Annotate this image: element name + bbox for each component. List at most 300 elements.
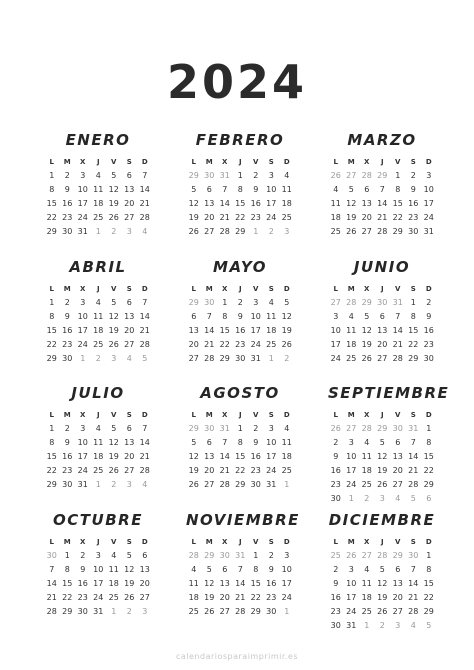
day-grid: [44, 535, 152, 619]
weekday-header: D: [425, 411, 432, 419]
day-cell: 22: [46, 213, 57, 222]
day-cell: 14: [377, 199, 388, 208]
month-diciembre: [328, 508, 436, 633]
day-grid: [186, 155, 294, 239]
day-cell: 16: [423, 326, 434, 335]
day-cell: 23: [250, 213, 261, 222]
day-cell: 23: [250, 466, 261, 475]
day-cell: 22: [423, 593, 434, 602]
day-cell: 19: [377, 593, 388, 602]
day-cell: 6: [395, 438, 401, 447]
day-cell: 22: [235, 213, 246, 222]
day-cell: 26: [108, 466, 119, 475]
weekday-header: X: [222, 285, 228, 293]
day-cell: 9: [64, 185, 70, 194]
day-cell: 6: [379, 312, 385, 321]
weekday-header: J: [96, 285, 100, 293]
day-cell: 20: [361, 213, 372, 222]
day-cell: 10: [330, 326, 341, 335]
day-cell: 9: [268, 565, 274, 574]
day-cell: 8: [253, 565, 259, 574]
day-cell: 4: [268, 298, 274, 307]
weekday-header: S: [126, 158, 132, 166]
day-cell: 8: [426, 565, 432, 574]
day-cell: 27: [204, 227, 215, 236]
day-cell: 4: [284, 424, 290, 433]
weekday-header: S: [268, 158, 274, 166]
day-cell: 7: [142, 171, 148, 180]
adjacent-month-day: 1: [80, 354, 86, 363]
day-cell: 6: [395, 565, 401, 574]
adjacent-month-day: 28: [361, 171, 372, 180]
weekday-header: X: [80, 285, 86, 293]
day-cell: 25: [281, 466, 292, 475]
day-cell: 12: [108, 185, 119, 194]
day-cell: 12: [377, 452, 388, 461]
adjacent-month-day: 1: [348, 494, 354, 503]
month-febrero: [186, 128, 294, 239]
day-cell: 3: [95, 551, 101, 560]
day-cell: 20: [124, 452, 135, 461]
weekday-header: J: [238, 158, 242, 166]
day-cell: 25: [93, 466, 104, 475]
day-cell: 3: [80, 424, 86, 433]
adjacent-month-day: 6: [426, 494, 432, 503]
day-cell: 14: [219, 452, 230, 461]
day-cell: 3: [348, 438, 354, 447]
day-cell: 9: [253, 185, 259, 194]
month-title: DICIEMBRE: [328, 511, 436, 529]
day-cell: 20: [219, 593, 230, 602]
day-cell: 6: [222, 565, 228, 574]
day-cell: 12: [188, 199, 199, 208]
day-cell: 27: [124, 340, 135, 349]
day-cell: 3: [253, 298, 259, 307]
day-cell: 12: [108, 438, 119, 447]
adjacent-month-day: 30: [46, 551, 57, 560]
weekday-header: M: [63, 285, 71, 293]
weekday-header: L: [191, 411, 196, 419]
day-cell: 18: [361, 593, 372, 602]
adjacent-month-day: 3: [142, 607, 148, 616]
day-cell: 5: [126, 551, 132, 560]
day-cell: 28: [204, 354, 215, 363]
day-cell: 15: [219, 326, 230, 335]
day-cell: 1: [64, 551, 70, 560]
day-cell: 14: [235, 579, 246, 588]
day-cell: 19: [281, 326, 292, 335]
adjacent-month-day: 4: [410, 621, 416, 630]
day-cell: 17: [77, 326, 88, 335]
weekday-header: V: [395, 158, 401, 166]
weekday-header: M: [63, 538, 71, 546]
weekday-header: S: [410, 285, 416, 293]
day-cell: 24: [346, 480, 357, 489]
month-title: ABRIL: [69, 258, 127, 276]
day-cell: 18: [281, 452, 292, 461]
weekday-header: M: [347, 158, 355, 166]
day-cell: 29: [423, 480, 434, 489]
day-grid: [44, 282, 152, 366]
day-cell: 20: [392, 466, 403, 475]
weekday-header: M: [205, 538, 213, 546]
weekday-header: J: [380, 158, 384, 166]
day-cell: 2: [64, 171, 70, 180]
adjacent-month-day: 5: [142, 354, 148, 363]
day-cell: 24: [77, 213, 88, 222]
weekday-header: J: [96, 411, 100, 419]
day-cell: 29: [62, 607, 73, 616]
adjacent-month-day: 5: [410, 494, 416, 503]
weekday-header: X: [364, 158, 370, 166]
adjacent-month-day: 26: [330, 424, 341, 433]
day-cell: 17: [250, 326, 261, 335]
day-cell: 9: [64, 312, 70, 321]
adjacent-month-day: 4: [395, 494, 401, 503]
day-cell: 2: [237, 298, 243, 307]
day-grid: [328, 282, 436, 366]
adjacent-month-day: 30: [204, 424, 215, 433]
day-cell: 20: [204, 466, 215, 475]
day-cell: 12: [204, 579, 215, 588]
day-cell: 25: [108, 593, 119, 602]
day-cell: 21: [219, 466, 230, 475]
day-cell: 30: [62, 480, 73, 489]
weekday-header: S: [126, 285, 132, 293]
day-cell: 16: [408, 199, 419, 208]
weekday-header: D: [283, 538, 290, 546]
day-cell: 8: [222, 312, 228, 321]
day-cell: 2: [268, 551, 274, 560]
day-cell: 16: [250, 199, 261, 208]
day-cell: 13: [188, 326, 199, 335]
day-cell: 10: [423, 185, 434, 194]
weekday-header: D: [141, 538, 148, 546]
day-cell: 23: [77, 593, 88, 602]
day-cell: 28: [46, 607, 57, 616]
day-cell: 30: [408, 227, 419, 236]
day-cell: 6: [126, 171, 132, 180]
day-cell: 23: [235, 340, 246, 349]
day-cell: 9: [253, 438, 259, 447]
adjacent-month-day: 2: [95, 354, 101, 363]
day-cell: 6: [206, 185, 212, 194]
adjacent-month-day: 31: [408, 424, 419, 433]
adjacent-month-day: 2: [111, 227, 117, 236]
day-cell: 25: [361, 480, 372, 489]
day-cell: 17: [77, 452, 88, 461]
month-title: FEBRERO: [195, 131, 285, 149]
day-cell: 7: [49, 565, 55, 574]
adjacent-month-day: 1: [95, 227, 101, 236]
day-cell: 28: [408, 480, 419, 489]
day-cell: 14: [139, 438, 150, 447]
adjacent-month-day: 1: [253, 227, 259, 236]
day-cell: 7: [142, 298, 148, 307]
day-cell: 7: [237, 565, 243, 574]
weekday-header: D: [425, 538, 432, 546]
day-cell: 21: [235, 593, 246, 602]
day-cell: 26: [361, 354, 372, 363]
day-cell: 5: [284, 298, 290, 307]
weekday-header: D: [283, 158, 290, 166]
day-cell: 23: [62, 213, 73, 222]
day-cell: 1: [237, 424, 243, 433]
day-cell: 15: [46, 452, 57, 461]
day-cell: 24: [281, 593, 292, 602]
day-cell: 18: [346, 340, 357, 349]
day-cell: 26: [108, 213, 119, 222]
day-cell: 28: [408, 607, 419, 616]
day-cell: 28: [219, 480, 230, 489]
day-cell: 11: [108, 565, 119, 574]
weekday-header: L: [333, 158, 338, 166]
day-cell: 1: [426, 424, 432, 433]
day-cell: 22: [46, 340, 57, 349]
adjacent-month-day: 3: [284, 227, 290, 236]
adjacent-month-day: 27: [346, 424, 357, 433]
day-cell: 25: [330, 227, 341, 236]
day-cell: 19: [204, 593, 215, 602]
day-cell: 5: [379, 438, 385, 447]
day-cell: 26: [346, 227, 357, 236]
day-cell: 20: [188, 340, 199, 349]
adjacent-month-day: 1: [284, 607, 290, 616]
day-cell: 2: [80, 551, 86, 560]
day-cell: 5: [206, 565, 212, 574]
day-cell: 4: [95, 424, 101, 433]
month-junio: [328, 255, 436, 366]
day-cell: 20: [204, 213, 215, 222]
adjacent-month-day: 2: [379, 621, 385, 630]
day-cell: 19: [377, 466, 388, 475]
day-cell: 13: [124, 438, 135, 447]
day-cell: 13: [377, 326, 388, 335]
day-cell: 13: [392, 452, 403, 461]
day-cell: 8: [237, 438, 243, 447]
weekday-header: X: [364, 538, 370, 546]
weekday-header: X: [364, 285, 370, 293]
month-septiembre: [328, 381, 450, 506]
day-cell: 26: [377, 607, 388, 616]
day-cell: 15: [423, 452, 434, 461]
month-mayo: [186, 255, 294, 366]
month-abril: [44, 255, 152, 366]
month-title: JULIO: [71, 384, 125, 402]
month-noviembre: [186, 508, 300, 619]
day-cell: 16: [266, 579, 277, 588]
day-cell: 6: [206, 438, 212, 447]
weekday-header: D: [283, 411, 290, 419]
weekday-header: L: [49, 411, 54, 419]
day-cell: 15: [392, 199, 403, 208]
day-cell: 3: [268, 424, 274, 433]
month-title: NOVIEMBRE: [186, 511, 300, 529]
weekday-header: L: [49, 158, 54, 166]
day-cell: 11: [361, 452, 372, 461]
day-cell: 22: [250, 593, 261, 602]
weekday-header: M: [347, 411, 355, 419]
day-cell: 7: [222, 438, 228, 447]
day-cell: 21: [408, 466, 419, 475]
adjacent-month-day: 3: [126, 480, 132, 489]
weekday-header: S: [126, 538, 132, 546]
day-cell: 21: [408, 593, 419, 602]
adjacent-month-day: 2: [126, 607, 132, 616]
day-cell: 29: [392, 227, 403, 236]
weekday-header: S: [410, 411, 416, 419]
adjacent-month-day: 29: [188, 171, 199, 180]
day-cell: 30: [266, 607, 277, 616]
day-cell: 29: [250, 607, 261, 616]
weekday-header: X: [80, 538, 86, 546]
day-cell: 6: [364, 185, 370, 194]
day-cell: 18: [330, 213, 341, 222]
day-cell: 21: [139, 452, 150, 461]
day-cell: 7: [410, 438, 416, 447]
day-cell: 3: [284, 551, 290, 560]
day-cell: 28: [392, 354, 403, 363]
day-cell: 8: [64, 565, 70, 574]
day-cell: 9: [64, 438, 70, 447]
day-cell: 21: [392, 340, 403, 349]
day-cell: 4: [364, 565, 370, 574]
day-cell: 8: [426, 438, 432, 447]
weekday-header: M: [205, 285, 213, 293]
day-cell: 18: [93, 326, 104, 335]
day-cell: 4: [111, 551, 117, 560]
day-cell: 31: [77, 480, 88, 489]
day-cell: 30: [77, 607, 88, 616]
day-cell: 22: [392, 213, 403, 222]
day-cell: 16: [62, 326, 73, 335]
day-cell: 27: [361, 227, 372, 236]
day-cell: 2: [333, 565, 339, 574]
day-cell: 8: [49, 185, 55, 194]
day-cell: 10: [93, 565, 104, 574]
day-cell: 8: [237, 185, 243, 194]
day-cell: 5: [191, 438, 197, 447]
weekday-header: S: [126, 411, 132, 419]
day-cell: 11: [361, 579, 372, 588]
day-cell: 28: [219, 227, 230, 236]
day-cell: 12: [361, 326, 372, 335]
weekday-header: X: [364, 411, 370, 419]
day-cell: 9: [333, 452, 339, 461]
day-cell: 19: [361, 340, 372, 349]
day-cell: 18: [108, 579, 119, 588]
weekday-header: S: [268, 285, 274, 293]
day-cell: 1: [49, 298, 55, 307]
weekday-header: M: [205, 411, 213, 419]
day-cell: 17: [330, 340, 341, 349]
day-cell: 31: [423, 227, 434, 236]
day-cell: 17: [93, 579, 104, 588]
day-cell: 16: [330, 593, 341, 602]
day-cell: 20: [139, 579, 150, 588]
day-cell: 29: [408, 354, 419, 363]
day-cell: 22: [408, 340, 419, 349]
adjacent-month-day: 31: [219, 171, 230, 180]
day-cell: 24: [346, 607, 357, 616]
day-cell: 3: [348, 565, 354, 574]
day-cell: 4: [284, 171, 290, 180]
day-cell: 15: [62, 579, 73, 588]
day-cell: 22: [235, 466, 246, 475]
day-cell: 30: [235, 354, 246, 363]
day-cell: 4: [348, 312, 354, 321]
day-cell: 24: [77, 466, 88, 475]
day-cell: 13: [204, 199, 215, 208]
day-cell: 19: [188, 466, 199, 475]
adjacent-month-day: 27: [330, 298, 341, 307]
footer-watermark: calendariosparaimprimir.es: [175, 652, 299, 661]
adjacent-month-day: 29: [377, 171, 388, 180]
day-cell: 27: [219, 607, 230, 616]
day-cell: 17: [346, 466, 357, 475]
day-grid: [328, 155, 436, 239]
day-cell: 26: [108, 340, 119, 349]
day-cell: 27: [188, 354, 199, 363]
day-cell: 15: [235, 199, 246, 208]
weekday-header: J: [238, 411, 242, 419]
month-octubre: [44, 508, 152, 619]
adjacent-month-day: 26: [346, 551, 357, 560]
day-cell: 17: [266, 199, 277, 208]
month-julio: [44, 381, 152, 492]
day-cell: 30: [330, 621, 341, 630]
day-cell: 18: [266, 326, 277, 335]
weekday-header: D: [425, 285, 432, 293]
weekday-header: M: [205, 158, 213, 166]
day-cell: 27: [392, 607, 403, 616]
adjacent-month-day: 30: [408, 551, 419, 560]
day-cell: 13: [204, 452, 215, 461]
day-cell: 16: [77, 579, 88, 588]
day-cell: 24: [77, 340, 88, 349]
weekday-header: V: [111, 285, 117, 293]
adjacent-month-day: 29: [188, 298, 199, 307]
day-cell: 4: [95, 298, 101, 307]
adjacent-month-day: 3: [126, 227, 132, 236]
day-cell: 25: [266, 340, 277, 349]
weekday-header: D: [141, 158, 148, 166]
day-cell: 6: [126, 298, 132, 307]
day-cell: 16: [250, 452, 261, 461]
day-cell: 19: [108, 326, 119, 335]
day-cell: 3: [333, 312, 339, 321]
weekday-header: J: [238, 538, 242, 546]
day-cell: 12: [377, 579, 388, 588]
day-cell: 23: [266, 593, 277, 602]
day-cell: 27: [204, 480, 215, 489]
day-cell: 5: [111, 171, 117, 180]
day-cell: 31: [266, 480, 277, 489]
day-cell: 19: [188, 213, 199, 222]
weekday-header: S: [410, 538, 416, 546]
day-cell: 16: [62, 199, 73, 208]
month-title: SEPTIEMBRE: [328, 384, 450, 402]
day-cell: 2: [253, 171, 259, 180]
day-cell: 3: [268, 171, 274, 180]
day-cell: 23: [330, 480, 341, 489]
day-cell: 12: [188, 452, 199, 461]
month-title: JUNIO: [353, 258, 411, 276]
day-cell: 31: [93, 607, 104, 616]
day-cell: 10: [77, 312, 88, 321]
day-cell: 1: [253, 551, 259, 560]
adjacent-month-day: 29: [392, 551, 403, 560]
